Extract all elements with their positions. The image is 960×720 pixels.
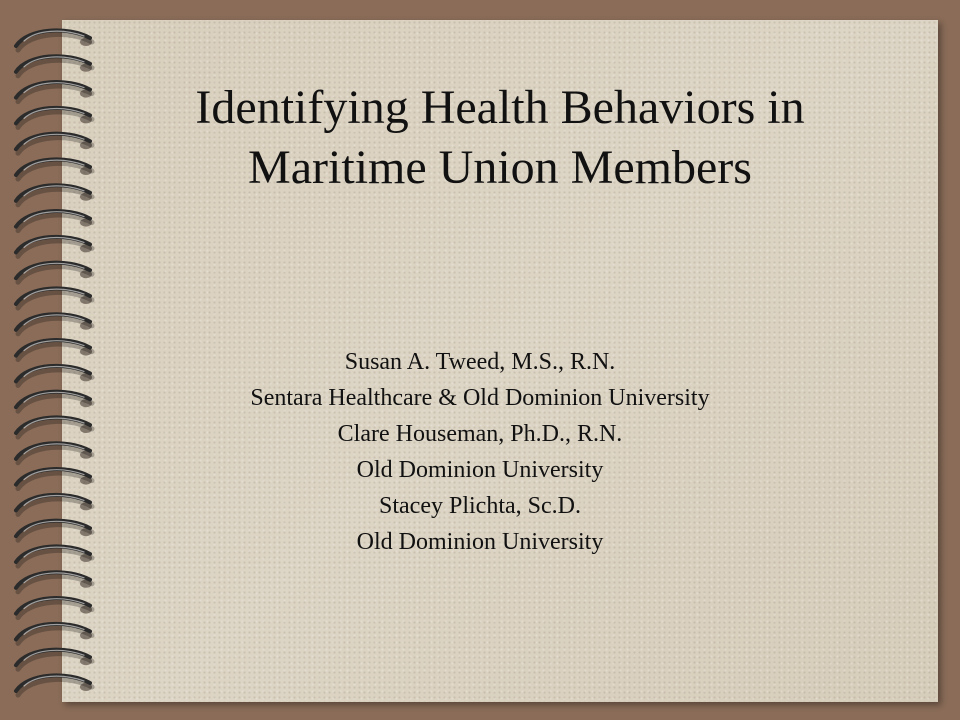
slide-title xyxy=(100,78,900,198)
spiral-binding xyxy=(0,0,110,720)
title-line-1: Identifying Health Behaviors in xyxy=(195,81,805,134)
spiral-ring-icon xyxy=(16,134,92,154)
author-name-1: Susan A. Tweed, M.S., R.N. xyxy=(344,349,616,375)
spiral-ring-icon xyxy=(16,366,92,386)
spiral-ring-icon xyxy=(16,314,92,334)
spiral-ring-icon xyxy=(16,417,92,437)
title-line-2: Maritime Union Members xyxy=(248,141,752,194)
spiral-ring-icon xyxy=(16,340,92,360)
author-name-3: Stacey Plichta, Sc.D. xyxy=(379,493,581,519)
author-affiliation-2: Old Dominion University xyxy=(356,457,604,483)
spiral-ring-icon xyxy=(16,650,92,670)
spiral-ring-icon xyxy=(16,185,92,205)
author-affiliation-3: Old Dominion University xyxy=(356,529,604,555)
spiral-ring-icon xyxy=(16,211,92,231)
spiral-ring-icon xyxy=(16,521,92,541)
spiral-ring-icon xyxy=(16,624,92,644)
spiral-ring-icon xyxy=(16,288,92,308)
spiral-ring-icon xyxy=(16,675,92,695)
author-name-2: Clare Houseman, Ph.D., R.N. xyxy=(337,421,623,447)
spiral-ring-icon xyxy=(16,495,92,515)
spiral-ring-icon xyxy=(16,469,92,489)
spiral-ring-icon xyxy=(16,159,92,179)
spiral-ring-icon xyxy=(16,237,92,257)
spiral-ring-icon xyxy=(16,392,92,412)
spiral-ring-icon xyxy=(16,82,92,102)
spiral-ring-icon xyxy=(16,30,92,50)
spiral-ring-icon xyxy=(16,263,92,283)
spiral-ring-icon xyxy=(16,572,92,592)
spiral-ring-icon xyxy=(16,56,92,76)
spiral-ring-icon xyxy=(16,443,92,463)
spiral-ring-icon xyxy=(16,546,92,566)
author-block xyxy=(100,344,860,560)
spiral-ring-icon xyxy=(16,108,92,128)
spiral-ring-icon xyxy=(16,598,92,618)
author-affiliation-1: Sentara Healthcare & Old Dominion University xyxy=(250,385,710,411)
